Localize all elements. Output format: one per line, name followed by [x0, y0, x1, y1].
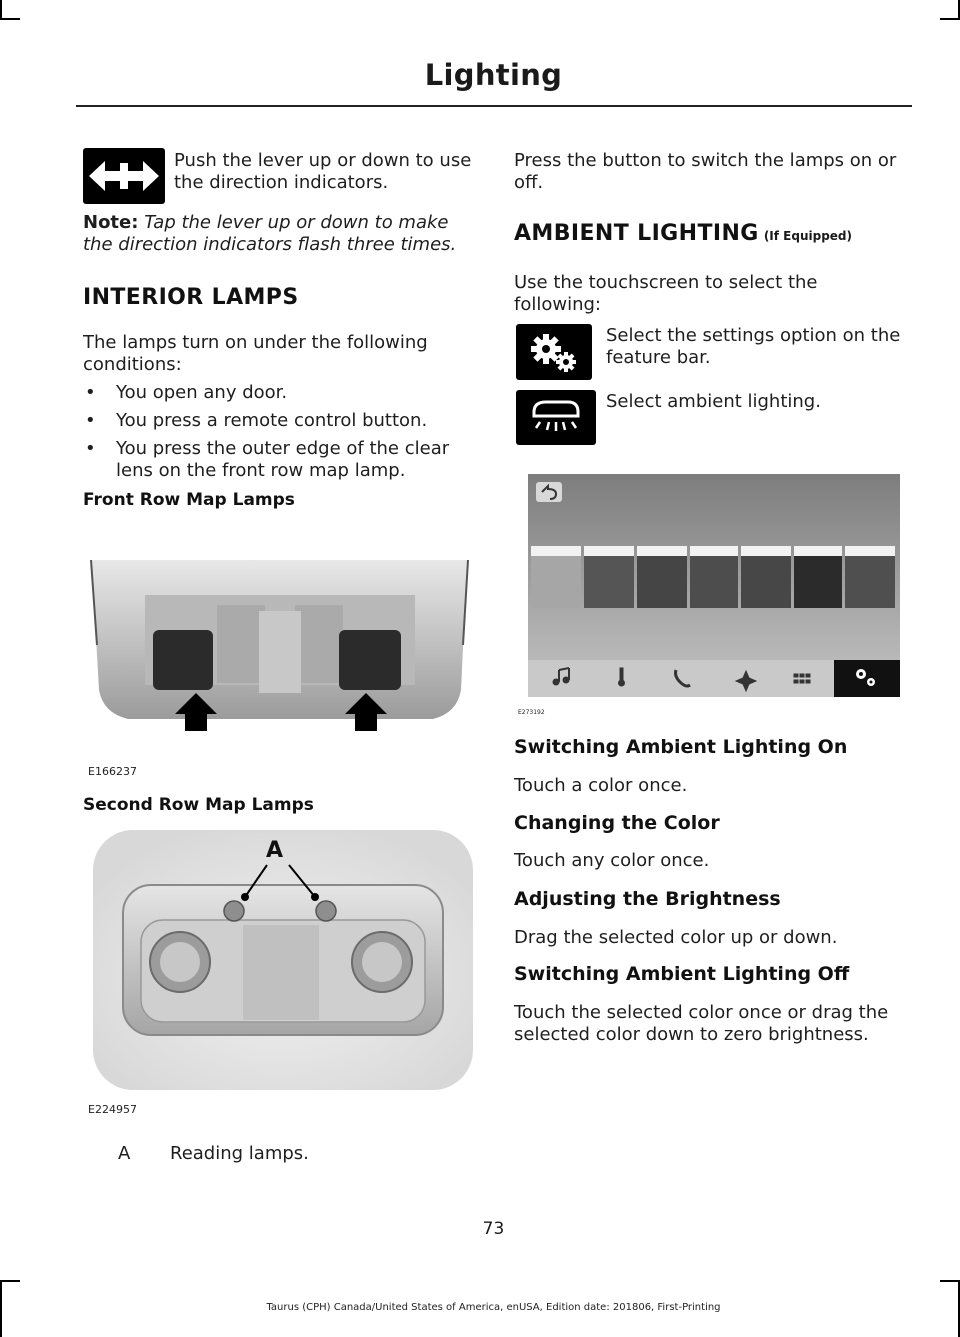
bullet-dot: • [85, 438, 96, 459]
brightness-text: Drag the selected color up or down. [514, 927, 838, 948]
edition-line: Taurus (CPH) Canada/United States of America, enUSA, Edition date: 201806, First-Printing [266, 1302, 721, 1313]
bullet-text: You open any door. [116, 382, 288, 403]
note [83, 212, 483, 256]
crop-mark-top-left-v [0, 0, 2, 20]
ambient-select-instruction: Select ambient lighting. [606, 391, 821, 412]
indicator-instruction: Push the lever up or down to use the direction indicators. [174, 150, 472, 193]
screen-figure-label: E273192 [518, 709, 545, 716]
bullet-text: You press a remote control button. [116, 410, 428, 431]
second-figure-label: E224957 [88, 1103, 137, 1116]
settings-gears-icon [516, 324, 592, 380]
ambient-heading-suffix: (If Equipped) [763, 229, 852, 243]
brightness-heading: Adjusting the Brightness [514, 888, 781, 910]
press-button-text: Press the button to switch the lamps on or off. [514, 150, 897, 193]
ambient-heading [514, 221, 852, 246]
interior-lamps-heading: INTERIOR LAMPS [83, 285, 299, 310]
bullet-item [85, 410, 506, 432]
bullet-text: You press the outer edge of the clear lens on the front row map lamp. [116, 438, 450, 481]
front-row-heading: Front Row Map Lamps [83, 490, 295, 510]
direction-indicator-icon [83, 148, 165, 204]
crop-mark-bottom-right-h [940, 1280, 960, 1282]
ambient-heading-title: AMBIENT LIGHTING [514, 221, 759, 246]
bullet-item [85, 438, 474, 482]
bullet-dot: • [85, 410, 96, 431]
touchscreen-illustration [528, 474, 900, 697]
second-row-map-lamp-illustration [83, 825, 476, 1095]
front-row-map-lamp-illustration [83, 525, 476, 755]
settings-instruction: Select the settings option on the feature bar. [606, 325, 901, 368]
crop-mark-bottom-left-h [0, 1280, 20, 1282]
bullet-item [85, 382, 506, 404]
callout-a: A [266, 838, 284, 863]
page-number: 73 [482, 1219, 505, 1239]
ambient-light-icon [516, 390, 596, 445]
crop-mark-top-right-h [940, 18, 960, 20]
note-label: Note: [83, 212, 139, 233]
switching-off-heading: Switching Ambient Lighting Off [514, 963, 850, 985]
bullet-dot: • [85, 382, 96, 403]
legend-key: A [118, 1143, 131, 1164]
switching-on-text: Touch a color once. [514, 775, 688, 796]
page-title: Lighting [424, 58, 563, 92]
changing-color-heading: Changing the Color [514, 812, 720, 834]
switching-on-heading: Switching Ambient Lighting On [514, 736, 848, 758]
header-divider [76, 105, 912, 107]
touchscreen-intro: Use the touchscreen to select the following: [514, 272, 818, 315]
changing-color-text: Touch any color once. [514, 850, 710, 871]
crop-mark-top-left-h [0, 18, 20, 20]
legend-text: Reading lamps. [170, 1143, 309, 1164]
second-row-heading: Second Row Map Lamps [83, 795, 314, 815]
interior-intro: The lamps turn on under the following conditions: [83, 332, 428, 375]
note-text: Tap the lever up or down to make the direction indicators flash three times. [83, 212, 457, 255]
switching-off-text: Touch the selected color once or drag the selected color down to zero brightness. [514, 1002, 889, 1045]
front-figure-label: E166237 [88, 765, 137, 778]
